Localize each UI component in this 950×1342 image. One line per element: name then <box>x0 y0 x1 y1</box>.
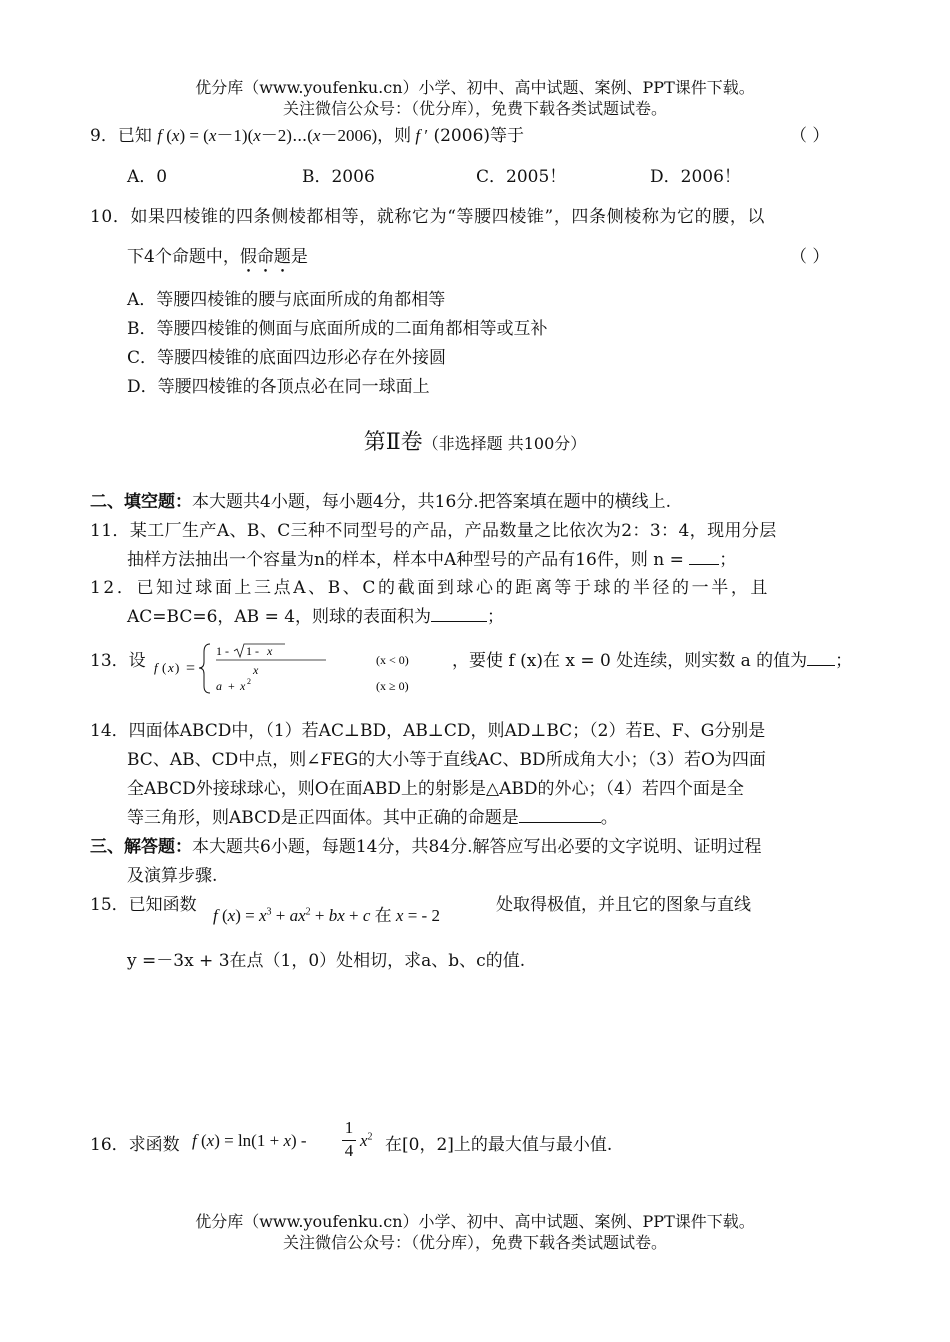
part-2-label: 二、填空题： <box>90 492 192 512</box>
q14-line-2: BC、AB、CD中点，则∠FEG的大小等于直线AC、BD所成角大小；（3）若O为四面 <box>127 750 766 770</box>
q11-blank <box>689 549 719 565</box>
q13-cond-2: (x ≥ 0) <box>376 679 409 693</box>
section-2-title: 第Ⅱ卷 <box>363 430 423 455</box>
q13-text <box>452 646 852 671</box>
svg-text:a: a <box>216 679 222 693</box>
q12-blank <box>431 606 487 622</box>
q10-text-1: 如果四棱锥的四条侧棱都相等，就称它为“等腰四棱锥”，四条侧棱称为它的腰，以 <box>130 207 766 227</box>
q14-line-4 <box>127 803 618 828</box>
q15-mid: 在 <box>374 906 392 925</box>
part-3-text-2: 及演算步骤. <box>127 866 218 886</box>
q10-number: 10． <box>90 207 131 227</box>
q9-stem <box>90 121 524 146</box>
q12-text-1: 已知过球面上三点A、B、C的截面到球心的距离等于球的半径的一半，且 <box>136 578 771 598</box>
q16-fraction: 1 4 <box>342 1118 356 1161</box>
q9-option-c: C．2005！ <box>476 167 567 187</box>
q14-line-3: 全ABCD外接球球心，则O在面ABD上的射影是△ABD的外心；（4）若四个面是全 <box>127 779 744 799</box>
q10-text-2a: 下4个命题中， <box>127 247 240 267</box>
q10-option-d: D．等腰四棱锥的各顶点必在同一球面上 <box>127 377 430 397</box>
q13-number: 13． <box>90 651 129 671</box>
q11-number: 11． <box>90 521 130 541</box>
q10-option-a: A．等腰四棱锥的腰与底面所成的角都相等 <box>127 290 446 310</box>
q16-tail: 在[0，2]上的最大值与最小值. <box>385 1135 613 1155</box>
q16-lead <box>90 1130 180 1155</box>
footer-line-1: 优分库（www.youfenku.cn）小学、初中、高中试题、案例、PPT课件下载。 <box>195 1212 755 1231</box>
part-3-instructions <box>90 832 761 857</box>
q14-end: 。 <box>600 808 618 828</box>
q16-number: 16． <box>90 1135 129 1155</box>
svg-text:): ) <box>175 660 180 675</box>
q9-text-b: (2006)等于 <box>433 126 525 146</box>
svg-text:x: x <box>240 679 246 693</box>
svg-text:(: ( <box>162 660 167 675</box>
q11-line-1 <box>90 516 777 541</box>
svg-text:1 -: 1 - <box>246 644 259 658</box>
q10-emphasis: 假命题 <box>239 247 291 267</box>
svg-text:2: 2 <box>247 677 251 686</box>
q16-formula-tail: $x^2$ <box>360 1131 373 1150</box>
header-line-2: 关注微信公众号：（优分库），免费下载各类试题试卷。 <box>282 99 667 118</box>
q13-body: ，要使 f (x)在 x = 0 处连续，则实数 a 的值为 <box>452 651 808 671</box>
q14-text-4: 等三角形，则ABCD是正四面体。其中正确的命题是 <box>127 808 519 828</box>
q10-text-2b: 是 <box>290 247 308 267</box>
q16-formula: f (x) = ln(1 + x) - <box>192 1131 307 1150</box>
q9-answer-paren: （ ） <box>790 126 830 146</box>
q15-lead <box>90 890 197 915</box>
part-2-text: 本大题共4小题，每小题4分，共16分.把答案填在题中的横线上. <box>192 492 672 512</box>
q10-answer-paren: （ ） <box>790 247 830 267</box>
q9-formula: f (x) = (x－1)(x－2)⋯(x－2006)，则 f ′ <box>157 126 429 145</box>
q13-blank <box>807 650 835 666</box>
q11-end: ； <box>719 550 737 570</box>
svg-text:x: x <box>168 660 174 675</box>
q9-number: 9． <box>90 126 118 146</box>
q14-text-1: 四面体ABCD中，（1）若AC⊥BD，AB⊥CD，则AD⊥BC；（2）若E、F、G分别是 <box>128 721 766 741</box>
svg-text:f: f <box>154 660 158 675</box>
q15-formula: f $(x) = x^3 + ax^2$ + bx + c 在 x = - 2 <box>213 906 440 925</box>
q9-option-a: A．0 <box>127 167 168 187</box>
q13-end: ； <box>835 651 853 671</box>
q12-end: ； <box>487 607 505 627</box>
q14-blank <box>519 807 601 823</box>
header-line-1: 优分库（www.youfenku.cn）小学、初中、高中试题、案例、PPT课件下载。 <box>195 78 755 97</box>
part-2-instructions <box>90 487 671 512</box>
svg-text:x: x <box>253 663 259 677</box>
q9-option-d: D．2006！ <box>650 167 741 187</box>
svg-text:1 -: 1 - <box>216 644 229 658</box>
q11-line-2 <box>127 545 736 570</box>
q15-tail: 处取得极值，并且它的图象与直线 <box>496 895 751 915</box>
q14-number: 14． <box>90 721 129 741</box>
q10-line-1 <box>90 202 765 227</box>
q13-lead <box>90 646 146 671</box>
svg-text:x: x <box>267 644 273 658</box>
q11-text-1: 某工厂生产A、B、C三种不同型号的产品，产品数量之比依次为2：3：4，现用分层 <box>129 521 777 541</box>
q12-text-2: AC=BC=6，AB = 4，则球的表面积为 <box>127 607 432 627</box>
section-2-heading <box>0 425 950 456</box>
q11-text-2: 抽样方法抽出一个容量为n的样本，样本中A种型号的产品有16件，则 n = <box>127 550 684 570</box>
q10-option-c: C．等腰四棱锥的底面四边形必存在外接圆 <box>127 348 447 368</box>
q15-number: 15． <box>90 895 129 915</box>
q15-line-2: y =－3x + 3在点（1，0）处相切，求a、b、c的值. <box>127 951 526 971</box>
q12-line-2 <box>127 602 504 627</box>
q9-text-a: 已知 <box>117 126 152 146</box>
q15-lead-text: 已知函数 <box>128 895 197 915</box>
part-3-label: 三、解答题： <box>90 837 192 857</box>
q10-option-b: B．等腰四棱锥的侧面与底面所成的二面角都相等或互补 <box>127 319 548 339</box>
q16-lead-text: 求函数 <box>128 1135 180 1155</box>
svg-text:=: = <box>186 660 196 677</box>
q13-piecewise-formula <box>150 638 450 698</box>
q13-cond-1: (x < 0) <box>376 653 409 667</box>
part-3-text-1: 本大题共6小题，每题14分，共84分.解答应写出必要的文字说明、证明过程 <box>192 837 762 857</box>
section-2-subtitle: （非选择题 共100分） <box>422 434 587 453</box>
q10-line-2 <box>127 242 308 277</box>
q9-option-b: B．2006 <box>302 167 375 187</box>
q13-lead-text: 设 <box>128 651 146 671</box>
q12-number: 12． <box>90 578 137 598</box>
svg-text:+: + <box>228 679 235 693</box>
q14-line-1 <box>90 716 765 741</box>
footer-line-2: 关注微信公众号：（优分库），免费下载各类试题试卷。 <box>282 1233 667 1252</box>
q12-line-1 <box>90 573 770 598</box>
